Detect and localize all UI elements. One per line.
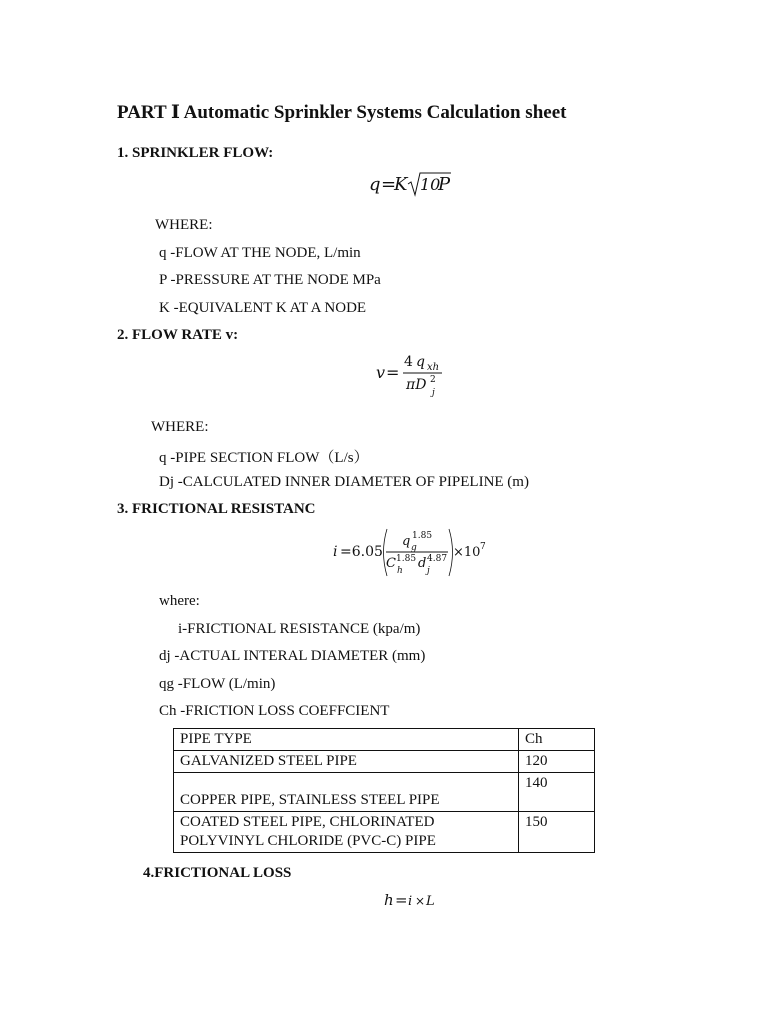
svg-text:q: q	[369, 174, 381, 195]
svg-text:v: v	[376, 363, 386, 382]
formula-sprinkler-flow	[369, 170, 459, 207]
def-ch-coefficient: Ch -FRICTION LOSS COEFFCIENT	[159, 703, 390, 719]
svg-text:=6.05: =6.05	[340, 544, 383, 560]
pipe-type-line-2: POLYVINYL CHLORIDE (PVC-C) PIPE	[180, 833, 436, 849]
svg-text:×10: ×10	[453, 545, 481, 560]
def-q-pipe-section-flow: q -PIPE SECTION FLOW（L/s）	[159, 450, 369, 466]
header-ch: Ch	[519, 729, 595, 751]
where-label-3: where:	[159, 593, 200, 609]
section-4-heading: 4.FRICTIONAL LOSS	[143, 865, 292, 881]
def-i-frictional-resistance: i-FRICTIONAL RESISTANCE (kpa/m)	[178, 621, 421, 637]
svg-text:πD: πD	[406, 377, 427, 393]
where-label-2: WHERE:	[151, 419, 209, 435]
def-q-flow: q -FLOW AT THE NODE, L/min	[159, 245, 361, 261]
svg-text:P: P	[438, 174, 451, 195]
svg-text:j: j	[432, 388, 435, 398]
ch-cell: 150	[519, 812, 595, 853]
table-row	[174, 751, 595, 773]
svg-text:1.85: 1.85	[396, 554, 417, 564]
def-p-pressure: P -PRESSURE AT THE NODE MPa	[159, 272, 381, 288]
pipe-type-cell: GALVANIZED STEEL PIPE	[174, 751, 519, 773]
def-dj-actual-diameter: dj -ACTUAL INTERAL DIAMETER (mm)	[159, 648, 426, 664]
svg-text:4.87: 4.87	[427, 554, 448, 564]
svg-text:=: =	[395, 891, 408, 909]
formula-flow-rate	[376, 350, 451, 405]
ch-cell: 140	[519, 773, 595, 812]
table-header-row	[174, 729, 595, 751]
svg-text:i: i	[333, 544, 338, 560]
section-3-heading: 3. FRICTIONAL RESISTANC	[117, 501, 316, 517]
svg-text:h: h	[397, 566, 403, 576]
svg-text:2: 2	[430, 375, 436, 385]
def-k-equivalent: K -EQUIVALENT K AT A NODE	[159, 300, 367, 316]
svg-text:4: 4	[404, 354, 413, 370]
header-pipe-type: PIPE TYPE	[174, 729, 519, 751]
pipe-coefficient-table	[173, 728, 595, 853]
svg-text:j: j	[427, 566, 430, 576]
formula-frictional-loss	[384, 889, 444, 916]
svg-text:q: q	[416, 354, 425, 370]
svg-text:1.85: 1.85	[412, 531, 433, 541]
svg-text:=: =	[381, 174, 397, 195]
pipe-type-cell	[174, 812, 519, 853]
pipe-type-line-1: COATED STEEL PIPE, CHLORINATED	[180, 814, 435, 830]
where-label-1: WHERE:	[155, 217, 213, 233]
formula-frictional-resistance	[333, 526, 493, 585]
table-row	[174, 812, 595, 853]
table-row	[174, 773, 595, 812]
section-2-heading: 2. FLOW RATE v:	[117, 327, 239, 343]
svg-text:d: d	[418, 556, 427, 571]
svg-text:q: q	[402, 534, 411, 549]
def-dj-inner-diameter: Dj -CALCULATED INNER DIAMETER OF PIPELINE (m)	[159, 474, 529, 490]
def-qg-flow: qg -FLOW (L/min)	[159, 676, 276, 692]
svg-text:L: L	[426, 894, 435, 909]
svg-text:7: 7	[480, 542, 486, 552]
svg-text:×: ×	[415, 894, 426, 908]
svg-text:10: 10	[420, 175, 441, 194]
svg-text:=: =	[386, 363, 400, 382]
svg-text:g: g	[411, 543, 417, 553]
ch-cell: 120	[519, 751, 595, 773]
svg-text:i: i	[408, 894, 413, 909]
section-1-heading: 1. SPRINKLER FLOW:	[117, 145, 274, 161]
svg-text:h: h	[384, 891, 394, 909]
svg-text:C: C	[386, 556, 396, 571]
svg-text:xh: xh	[427, 362, 440, 373]
page-title: PART Ⅰ Automatic Sprinkler Systems Calculation sheet	[117, 102, 567, 123]
svg-text:K: K	[394, 174, 408, 195]
pipe-type-cell: COPPER PIPE, STAINLESS STEEL PIPE	[174, 773, 519, 812]
